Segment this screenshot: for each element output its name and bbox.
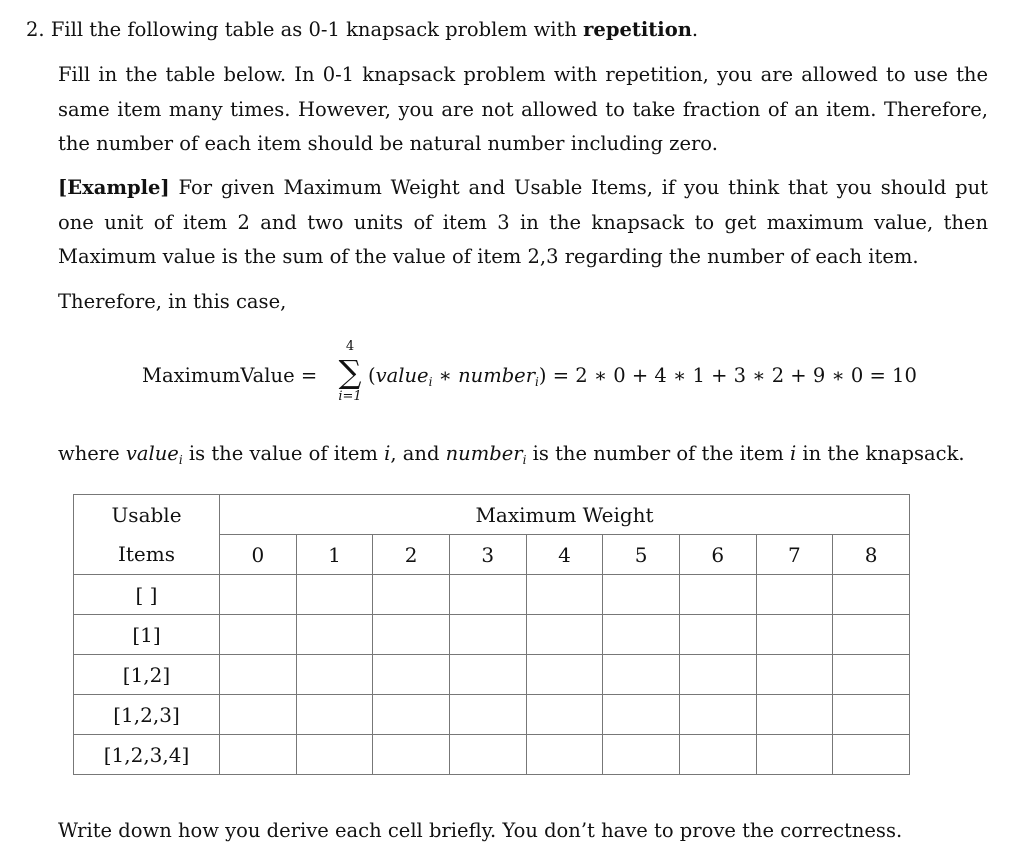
empty-cell[interactable]	[756, 615, 833, 655]
empty-cell[interactable]	[449, 615, 526, 655]
maximum-weight-header: Maximum Weight	[220, 495, 910, 535]
where-text: where value$_i$ is the value of item i, and number$_i$ is the number of the item i in the knapsack.	[58, 442, 965, 467]
empty-cell[interactable]	[220, 695, 297, 735]
row-items-label: [1,2,3]	[74, 695, 220, 735]
intro-paragraph: Fill in the table below. In 0-1 knapsack problem with repetition, you are allowed to use the same item many times. However, you are not allowed to take fraction of an item. Therefore, the number of each item should be natural number including zero.	[58, 63, 988, 155]
formula-result: = 2 ∗ 0 + 4 ∗ 1 + 3 ∗ 2 + 9 ∗ 0 = 10	[546, 364, 917, 387]
empty-cell[interactable]	[220, 735, 297, 775]
empty-cell[interactable]	[373, 575, 450, 615]
table-row	[74, 655, 910, 695]
question-title: Fill the following table as 0-1 knapsack problem with	[50, 18, 577, 41]
formula-lhs: MaximumValue =	[142, 364, 318, 387]
empty-cell[interactable]	[679, 735, 756, 775]
example-paragraph	[58, 171, 988, 275]
row-items-label: [ ]	[74, 575, 220, 615]
empty-cell[interactable]	[603, 575, 680, 615]
empty-cell[interactable]	[833, 575, 910, 615]
formula-rhs: (value$_i$ ∗ number$_i$) = 2 ∗ 0 + 4 ∗ 1 + 3 ∗ 2 + 9 ∗ 0 = 10	[368, 364, 917, 389]
empty-cell[interactable]	[679, 655, 756, 695]
empty-cell[interactable]	[296, 615, 373, 655]
table-header-row-1	[74, 495, 910, 535]
empty-cell[interactable]	[449, 575, 526, 615]
empty-cell[interactable]	[756, 655, 833, 695]
empty-cell[interactable]	[833, 655, 910, 695]
empty-cell[interactable]	[449, 735, 526, 775]
empty-cell[interactable]	[603, 655, 680, 695]
weight-header-cell: 1	[296, 535, 373, 575]
empty-cell[interactable]	[296, 695, 373, 735]
weight-header-cell: 2	[373, 535, 450, 575]
empty-cell[interactable]	[220, 655, 297, 695]
empty-cell[interactable]	[296, 655, 373, 695]
weight-header-cell: 5	[603, 535, 680, 575]
empty-cell[interactable]	[526, 695, 603, 735]
sigma-symbol: ∑	[338, 353, 362, 391]
therefore-text: Therefore, in this case,	[58, 290, 287, 313]
usable-header: Usable	[74, 495, 220, 535]
table-row	[74, 735, 910, 775]
empty-cell[interactable]	[756, 575, 833, 615]
empty-cell[interactable]	[373, 615, 450, 655]
empty-cell[interactable]	[679, 695, 756, 735]
summation	[330, 340, 370, 404]
sum-upper-bound: 4	[345, 339, 355, 354]
empty-cell[interactable]	[526, 655, 603, 695]
empty-cell[interactable]	[833, 735, 910, 775]
empty-cell[interactable]	[296, 575, 373, 615]
empty-cell[interactable]	[679, 615, 756, 655]
empty-cell[interactable]	[373, 655, 450, 695]
row-items-label: [1]	[74, 615, 220, 655]
empty-cell[interactable]	[526, 735, 603, 775]
empty-cell[interactable]	[833, 615, 910, 655]
example-tag: [Example]	[58, 176, 170, 199]
empty-cell[interactable]	[526, 615, 603, 655]
table-row	[74, 695, 910, 735]
table-row	[74, 575, 910, 615]
maximum-value-formula	[142, 340, 942, 420]
empty-cell[interactable]	[373, 735, 450, 775]
question-heading: 2. Fill the following table as 0-1 knapsack problem with repetition.	[26, 18, 699, 41]
row-items-label: [1,2]	[74, 655, 220, 695]
weight-header-cell: 6	[679, 535, 756, 575]
knapsack-table	[73, 494, 910, 775]
empty-cell[interactable]	[679, 575, 756, 615]
empty-cell[interactable]	[833, 695, 910, 735]
weight-header-cell: 3	[449, 535, 526, 575]
empty-cell[interactable]	[449, 695, 526, 735]
items-header: Items	[74, 535, 220, 575]
row-items-label: [1,2,3,4]	[74, 735, 220, 775]
weight-header-cell: 7	[756, 535, 833, 575]
weight-header-cell: 0	[220, 535, 297, 575]
table-header-row-2	[74, 535, 910, 575]
formula-value-var: value	[375, 364, 429, 387]
empty-cell[interactable]	[220, 575, 297, 615]
empty-cell[interactable]	[373, 695, 450, 735]
empty-cell[interactable]	[603, 695, 680, 735]
formula-number-var: number	[458, 364, 536, 387]
empty-cell[interactable]	[756, 695, 833, 735]
weight-header-cell: 4	[526, 535, 603, 575]
empty-cell[interactable]	[603, 735, 680, 775]
empty-cell[interactable]	[603, 615, 680, 655]
question-title-bold: repetition	[583, 18, 692, 41]
footer-instruction: Write down how you derive each cell briefly. You don’t have to prove the correctness.	[58, 819, 903, 842]
empty-cell[interactable]	[449, 655, 526, 695]
weight-header-cell: 8	[833, 535, 910, 575]
sum-lower-bound: i=1	[338, 389, 362, 404]
empty-cell[interactable]	[220, 615, 297, 655]
question-number: 2.	[26, 18, 45, 41]
table-row	[74, 615, 910, 655]
empty-cell[interactable]	[526, 575, 603, 615]
example-text: For given Maximum Weight and Usable Items, if you think that you should put one unit of item 2 and two units of item 3 in the knapsack to get maximum value, then Maximum value is the sum of the value of item 2,3 regarding the number of each item.	[58, 176, 988, 268]
empty-cell[interactable]	[756, 735, 833, 775]
empty-cell[interactable]	[296, 735, 373, 775]
